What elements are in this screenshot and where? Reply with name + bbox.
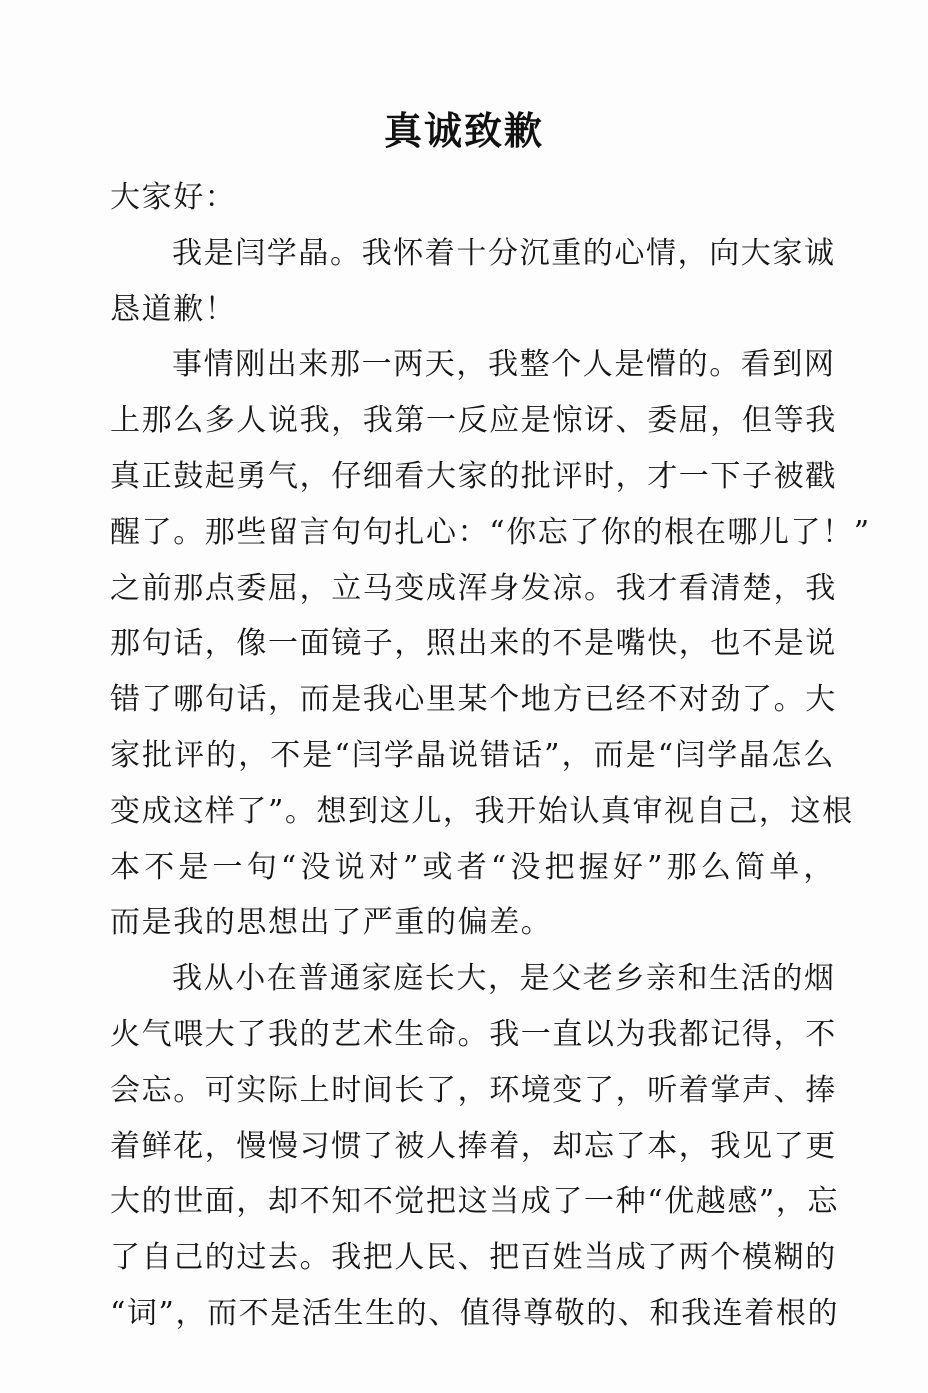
text-line: 我是闫学晶。我怀着十分沉重的心情，向大家诚: [172, 235, 836, 271]
text-line: 我从小在普通家庭长大，是父老乡亲和生活的烟: [172, 961, 836, 997]
text-line: 着鲜花，慢慢习惯了被人捧着，却忘了本，我见了更: [110, 1128, 837, 1164]
text-line: 错了哪句话，而是我心里某个地方已经不对劲了。大: [110, 682, 837, 718]
text-line: 了自己的过去。我把人民、把百姓当成了两个模糊的: [110, 1240, 837, 1276]
text-line: 真正鼓起勇气，仔细看大家的批评时，才一下子被戳: [110, 458, 837, 494]
document-title: 真诚致歉: [383, 108, 544, 153]
document-body: [110, 170, 871, 1342]
text-line: 恳道歉！: [110, 291, 237, 327]
text-line: 上那么多人说我，我第一反应是惊讶、委屈，但等我: [110, 403, 837, 439]
greeting-line: 大家好：: [110, 180, 237, 215]
text-line: “词”，而不是活生生的、值得尊敬的、和我连着根的: [110, 1295, 840, 1331]
text-line: 那句话，像一面镜子，照出来的不是嘴快，也不是说: [110, 626, 837, 662]
text-line: 家批评的，不是“闫学晶说错话”，而是“闫学晶怎么: [110, 737, 835, 773]
text-line: 醒了。那些留言句句扎心：“你忘了你的根在哪儿了！”: [110, 514, 871, 550]
text-line: 大的世面，却不知不觉把这当成了一种“优越感”，忘: [110, 1184, 840, 1220]
text-line: 之前那点委屈，立马变成浑身发凉。我才看清楚，我: [110, 570, 837, 606]
text-line: 而是我的思想出了严重的偏差。: [110, 905, 553, 941]
text-line: 变成这样了”。想到这儿，我开始认真审视自己，这根: [110, 793, 854, 829]
text-line: 事情刚出来那一两天，我整个人是懵的。看到网: [172, 347, 836, 383]
text-line: 火气喂大了我的艺术生命。我一直以为我都记得，不: [110, 1016, 837, 1052]
text-line: 本不是一句“没说对”或者“没把握好”那么简单，: [110, 849, 835, 885]
text-line: 会忘。可实际上时间长了，环境变了，听着掌声、捧: [110, 1072, 837, 1108]
